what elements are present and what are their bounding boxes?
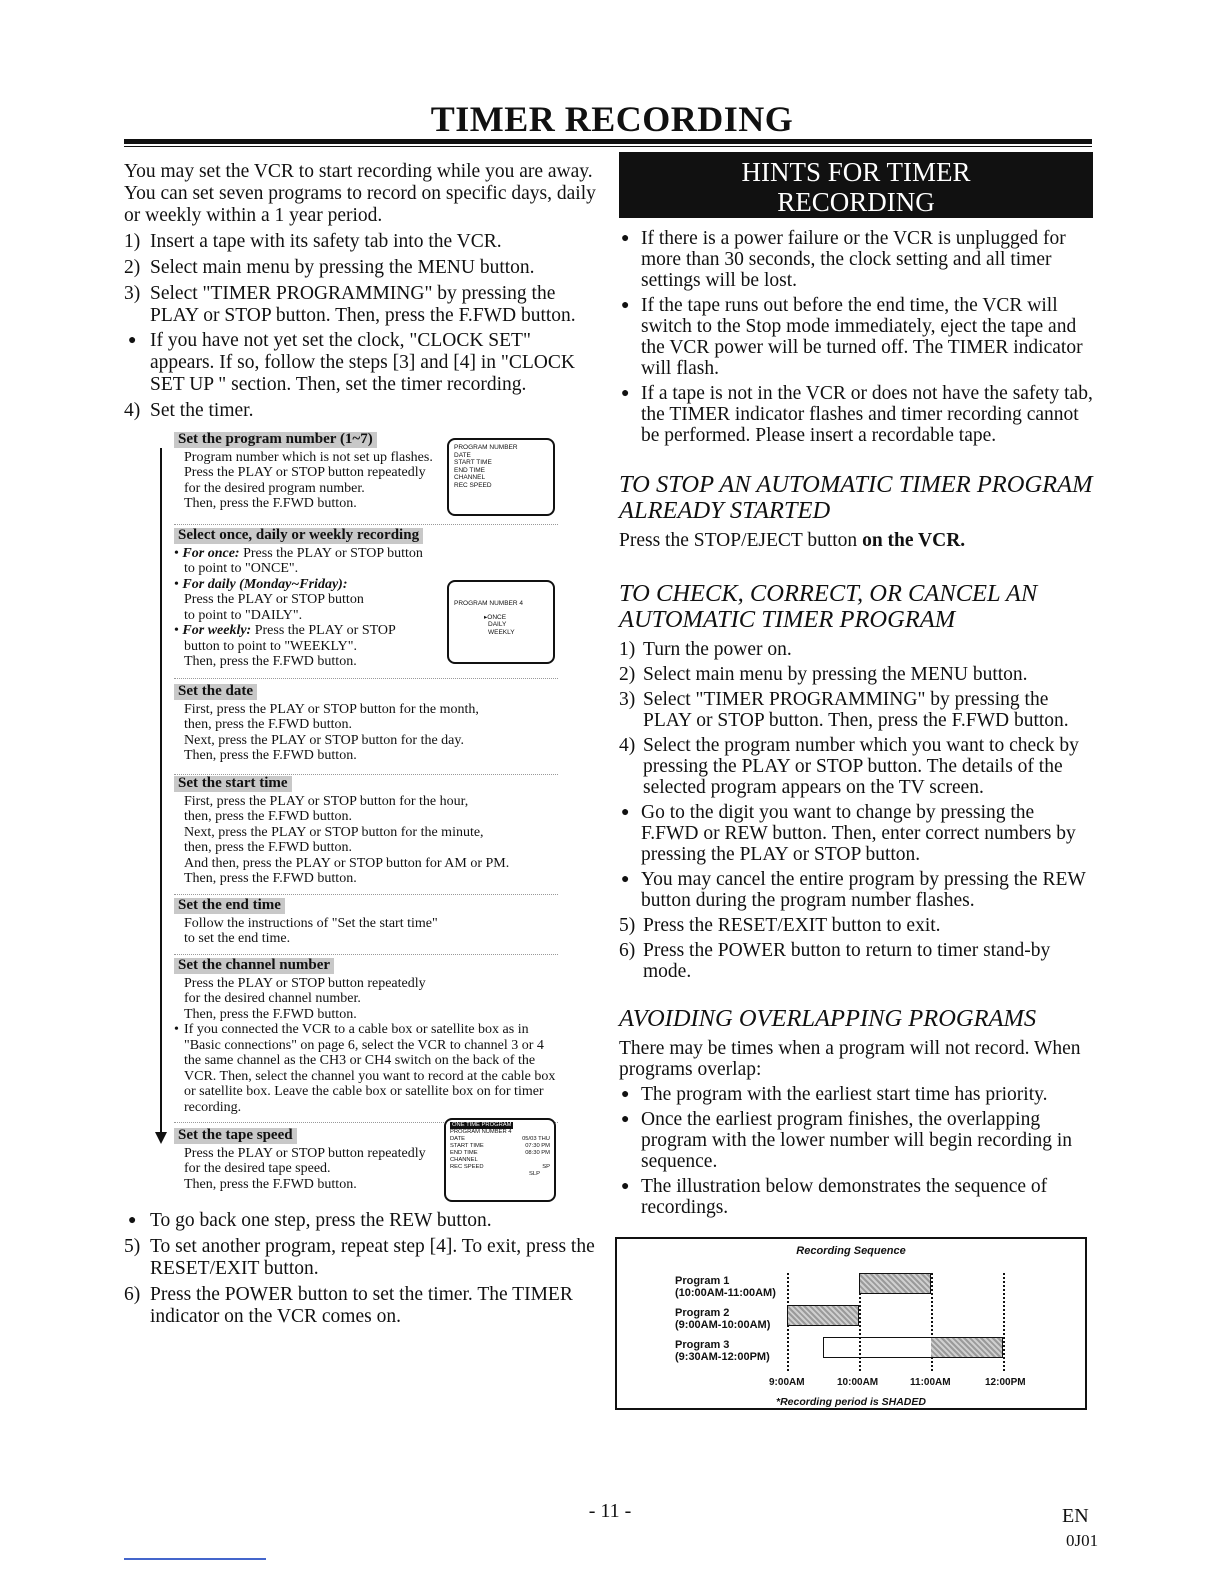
instruction-box bbox=[160, 428, 560, 1210]
title-rule-thin bbox=[124, 146, 1092, 147]
check-step-1: 1) Turn the power on. bbox=[619, 639, 792, 660]
section-end-time: Set the end time Follow the instructions of "Set the start time" to set the end time. bbox=[174, 898, 558, 955]
lcd-once-screen: PROGRAM NUMBER 4 ▸ONCE DAILY WEEKLY bbox=[447, 580, 555, 664]
language-code: EN bbox=[1062, 1505, 1089, 1527]
step-4: 4) Set the timer. bbox=[124, 400, 254, 421]
footer-rule bbox=[124, 1558, 266, 1560]
program-2-label: Program 2 (9:00AM-10:00AM) bbox=[675, 1307, 771, 1331]
section-heading: Set the channel number bbox=[174, 958, 334, 974]
lcd-tape-speed-screen: ONE TIME PROGRAM PROGRAM NUMBER 4 DATE 05/03 THU START TIME 07:30 PM END TIME 08:30 PM CHANNEL REC SPEED SP SLP bbox=[444, 1118, 556, 1202]
right-column bbox=[619, 228, 1093, 1218]
page-number: - 11 - bbox=[588, 1500, 632, 1522]
hints-banner: HINTS FOR TIMER RECORDING bbox=[619, 152, 1093, 218]
section-once-daily-weekly: Select once, daily or weekly recording • For once: Press the PLAY or STOP button to point to "ONCE". • For daily (Monday~Friday): Press the PLAY or STOP button to point to "DAILY". • For weekly: Press the PLAY or STOP button to point to "WEEKLY". Then, press the F.FWD button. bbox=[174, 528, 558, 679]
section-heading: Set the date bbox=[174, 684, 257, 700]
overlap-bullet-1: ● The program with the earliest start time has priority. bbox=[619, 1084, 1093, 1105]
shading-note: *Recording period is SHADED bbox=[776, 1396, 926, 1408]
recording-sequence-diagram bbox=[615, 1237, 1087, 1410]
section-heading: Select once, daily or weekly recording bbox=[174, 528, 423, 544]
check-heading: TO CHECK, CORRECT, OR CANCEL AN AUTOMATIC TIMER PROGRAM bbox=[619, 580, 1038, 633]
tick-label-9am: 9:00AM bbox=[769, 1377, 805, 1388]
hint-2: ● If the tape runs out before the end time, the VCR will switch to the Stop mode immediately, eject the tape and the VCR power will be turned off. The TIMER indicator will flash. bbox=[619, 295, 1093, 379]
step-6: 6) Press the POWER button to set the timer. The TIMER indicator on the VCR comes on. bbox=[124, 1284, 573, 1327]
left-column-bottom bbox=[124, 1210, 600, 1328]
stop-heading: TO STOP AN AUTOMATIC TIMER PROGRAM ALREADY STARTED bbox=[619, 471, 1093, 524]
section-date: Set the date First, press the PLAY or STOP button for the month, then, press the F.FWD button. Next, press the PLAY or STOP button for the day. Then, press the F.FWD button. bbox=[174, 684, 558, 775]
hint-3: ● If a tape is not in the VCR or does not have the safety tab, the TIMER indicator flashes and timer recording cannot be performed. Please insert a recordable tape. bbox=[619, 383, 1093, 446]
overlap-intro: There may be times when a program will not record. When programs overlap: bbox=[619, 1038, 1081, 1080]
check-bullet-1: ● Go to the digit you want to change by pressing the F.FWD or REW button. Then, enter correct numbers by pressing the PLAY or STOP button. bbox=[619, 802, 1093, 865]
overlap-heading: AVOIDING OVERLAPPING PROGRAMS bbox=[619, 1005, 1037, 1032]
program-1-bar bbox=[859, 1273, 931, 1294]
program-3-bar-shaded bbox=[931, 1337, 1003, 1358]
check-step-3: 3) Select "TIMER PROGRAMMING" by pressing the PLAY or STOP button. Then, press the F.FWD button. bbox=[619, 689, 1069, 731]
tick-line-12pm bbox=[1003, 1273, 1005, 1371]
step-1: 1) Insert a tape with its safety tab into the VCR. bbox=[124, 231, 502, 252]
section-tape-speed: Set the tape speed Press the PLAY or STOP button repeatedly for the desired tape speed. Then, press the F.FWD button. bbox=[174, 1128, 558, 1204]
program-2-bar bbox=[787, 1305, 859, 1326]
tick-label-10am: 10:00AM bbox=[837, 1377, 879, 1388]
diagram-title: Recording Sequence bbox=[796, 1245, 906, 1257]
intro-text: You may set the VCR to start recording while you are away. You can set seven programs to record on specific days, daily or weekly within a 1 year period. bbox=[124, 161, 596, 226]
left-column bbox=[124, 161, 600, 422]
stop-text: Press the STOP/EJECT button on the VCR. bbox=[619, 530, 966, 551]
lcd-program-screen: PROGRAM NUMBER DATE START TIME END TIME CHANNEL REC SPEED bbox=[447, 438, 555, 516]
section-start-time: Set the start time First, press the PLAY or STOP button for the hour, then, press the F.FWD button. Next, press the PLAY or STOP button for the minute, then, press the F.FWD button. And then, press the PLAY or STOP button for AM or PM. Then, press the F.FWD button. bbox=[174, 776, 558, 895]
step-5: 5) To set another program, repeat step [4]. To exit, press the RESET/EXIT button. bbox=[124, 1236, 595, 1279]
clock-note: ● If you have not yet set the clock, "CLOCK SET" appears. If so, follow the steps [3] and [4] in "CLOCK SET UP " section. Then, set the timer recording. bbox=[124, 330, 600, 396]
section-heading: Set the start time bbox=[174, 776, 292, 792]
title-rule bbox=[124, 139, 1092, 144]
step-2: 2) Select main menu by pressing the MENU button. bbox=[124, 257, 535, 278]
step-3: 3) Select "TIMER PROGRAMMING" by pressing the PLAY or STOP button. Then, press the F.FWD button. bbox=[124, 283, 576, 326]
check-step-4: 4) Select the program number which you want to check by pressing the PLAY or STOP button. The details of the selected program appears on the TV screen. bbox=[619, 735, 1079, 798]
overlap-bullet-2: ● Once the earliest program finishes, the overlapping program with the lower number will begin recording in sequence. bbox=[619, 1109, 1093, 1172]
back-note: ● To go back one step, press the REW button. bbox=[124, 1210, 600, 1232]
tick-label-11am: 11:00AM bbox=[910, 1377, 951, 1388]
section-heading: Set the end time bbox=[174, 898, 285, 914]
overlap-bullet-3: ● The illustration below demonstrates the sequence of recordings. bbox=[619, 1176, 1093, 1218]
tick-label-12pm: 12:00PM bbox=[985, 1377, 1026, 1388]
program-1-label: Program 1 (10:00AM-11:00AM) bbox=[675, 1275, 776, 1299]
check-step-2: 2) Select main menu by pressing the MENU button. bbox=[619, 664, 1028, 685]
hint-1: ● If there is a power failure or the VCR is unplugged for more than 30 seconds, the clock setting and all timer settings will be lost. bbox=[619, 228, 1093, 291]
section-program-number: Set the program number (1~7) Program number which is not set up flashes. Press the PLAY or STOP button repeatedly for the desired program number. Then, press the F.FWD button. bbox=[174, 432, 558, 525]
program-3-label: Program 3 (9:30AM-12:00PM) bbox=[675, 1339, 770, 1363]
check-step-6: 6) Press the POWER button to return to timer stand-by mode. bbox=[619, 940, 1051, 982]
section-channel-number: Set the channel number Press the PLAY or STOP button repeatedly for the desired channel number. Then, press the F.FWD button. • If you connected the VCR to a cable box or satellite box as in "Basic connections" on page 6, select the VCR to channel 3 or 4 the same channel as the CH3 or CH4 switch on the back of the VCR. Then, select the channel you want to record at the cable box or satellite box. Leave the cable box or satellite box on for timer recording. bbox=[174, 958, 558, 1123]
section-heading: Set the program number (1~7) bbox=[174, 432, 377, 448]
section-heading: Set the tape speed bbox=[174, 1128, 297, 1144]
page-title: TIMER RECORDING bbox=[430, 99, 794, 139]
document-code: 0J01 bbox=[1066, 1531, 1099, 1550]
check-step-5: 5) Press the RESET/EXIT button to exit. bbox=[619, 915, 941, 936]
check-bullet-2: ● You may cancel the entire program by pressing the REW button during the program number flashes. bbox=[619, 869, 1093, 911]
